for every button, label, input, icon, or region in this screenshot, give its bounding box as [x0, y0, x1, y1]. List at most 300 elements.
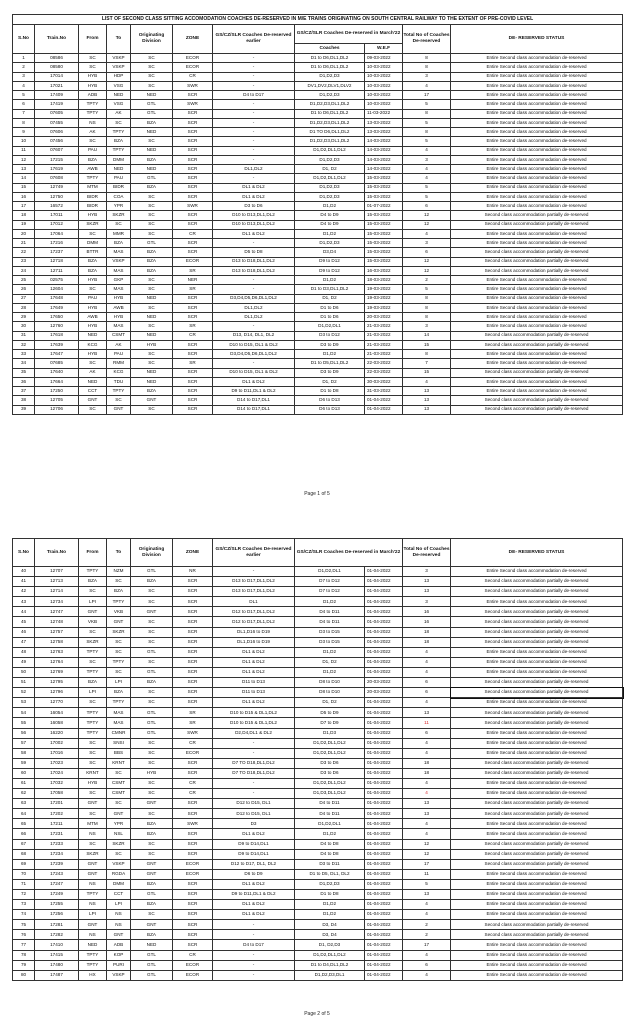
cell-total-coaches: 17	[403, 91, 451, 100]
cell-status: Second class accommodation partially de-reserved	[451, 930, 623, 940]
table-row	[13, 819, 623, 829]
cell-zone: SCR	[173, 678, 213, 688]
table-row	[13, 174, 623, 183]
cell-wef: 01-04-2022	[365, 607, 403, 617]
cell-status: Entire Second class accommodation de-reserved	[451, 359, 623, 368]
cell-to: SC	[107, 577, 131, 587]
cell-train-no: 17023	[35, 758, 79, 768]
cell-originating-division: BZA	[131, 155, 173, 164]
header-originating-division: Originating Division	[131, 25, 173, 54]
cell-wef: 01-04-2022	[365, 778, 403, 788]
table-row	[13, 698, 623, 708]
cell-sno: 41	[13, 577, 35, 587]
cell-to: AWB	[107, 303, 131, 312]
cell-to: PAU	[107, 174, 131, 183]
cell-total-coaches: 4	[403, 377, 451, 386]
table-row	[13, 637, 623, 647]
table-row	[13, 239, 623, 248]
cell-to: TDU	[107, 377, 131, 386]
cell-total-coaches: 5	[403, 192, 451, 201]
cell-coaches: DV1,DV2,DLV1,DLV2	[295, 81, 365, 90]
cell-sno: 62	[13, 789, 35, 799]
cell-zone: SCR	[173, 350, 213, 359]
cell-wef: 01-04-2022	[365, 960, 403, 970]
table-row	[13, 377, 623, 386]
cell-coaches: D1, D2	[295, 294, 365, 303]
cell-from: LPI	[79, 910, 107, 920]
cell-to: MAS	[107, 718, 131, 728]
cell-train-no: 17064	[35, 229, 79, 238]
table-row	[13, 137, 623, 146]
cell-total-coaches: 4	[403, 165, 451, 174]
cell-train-no: 12770	[35, 698, 79, 708]
cell-train-no: 12764	[35, 657, 79, 667]
cell-status: Second class accommodation partially de-reserved	[451, 920, 623, 930]
cell-total-coaches: 3	[403, 155, 451, 164]
cell-coaches: D1,D3	[295, 728, 365, 738]
table-row	[13, 146, 623, 155]
table-row	[13, 758, 623, 768]
cell-total-coaches: 4	[403, 657, 451, 667]
header-originating-division: Originating Division	[131, 539, 173, 567]
cell-sno: 18	[13, 211, 35, 220]
table-row	[13, 920, 623, 930]
cell-coaches: D3 to D6	[295, 768, 365, 778]
cell-coaches: D1,D2	[295, 667, 365, 677]
cell-to: VKB	[107, 607, 131, 617]
cell-train-no: 17032	[35, 778, 79, 788]
cell-coaches: D3 to D9	[295, 340, 365, 349]
cell-from: BZA	[79, 155, 107, 164]
cell-deserved-earlier: DL1	[213, 597, 295, 607]
cell-originating-division: BZA	[131, 829, 173, 839]
cell-zone: SWR	[173, 202, 213, 211]
cell-train-no: 16572	[35, 202, 79, 211]
cell-train-no: 16220	[35, 728, 79, 738]
table-row	[13, 81, 623, 90]
cell-originating-division: SC	[131, 839, 173, 849]
cell-to: MAS	[107, 322, 131, 331]
cell-train-no: 17281	[35, 920, 79, 930]
cell-wef: 01-04-2022	[365, 577, 403, 587]
cell-zone: SWR	[173, 100, 213, 109]
cell-originating-division: SC	[131, 229, 173, 238]
cell-wef: 22-03-2022	[365, 359, 403, 368]
cell-sno: 28	[13, 303, 35, 312]
cell-to: CSMT	[107, 331, 131, 340]
cell-to: YPR	[107, 202, 131, 211]
cell-deserved-earlier: D9 to D11,DL1 & DL2	[213, 890, 295, 900]
cell-zone: SCR	[173, 597, 213, 607]
document-title: LIST OF SECOND CLASS SITTING ACCOMODATION COACHES DE-RESERVED IN M/E TRAINS ORIGINATING ON SOUTH CENTRAL RAILWAY TO THE EXTENT OF PRE-COVID LEVEL	[13, 15, 623, 25]
cell-from: SC	[79, 285, 107, 294]
cell-total-coaches: 17	[403, 940, 451, 950]
cell-status: Second class accommodation partially de-reserved	[451, 859, 623, 869]
cell-sno: 74	[13, 910, 35, 920]
cell-from: GNT	[79, 607, 107, 617]
cell-coaches: D9 to D12	[295, 266, 365, 275]
cell-zone: ECOR	[173, 257, 213, 266]
cell-to: NZM	[107, 567, 131, 577]
cell-sno: 39	[13, 405, 35, 414]
cell-total-coaches: 13	[403, 809, 451, 819]
cell-zone: SCR	[173, 220, 213, 229]
cell-total-coaches: 15	[403, 340, 451, 349]
cell-originating-division: GNT	[131, 396, 173, 405]
cell-deserved-earlier: DL1 & DL2	[213, 910, 295, 920]
cell-wef: 01-04-2022	[365, 819, 403, 829]
cell-from: BZA	[79, 266, 107, 275]
table-row	[13, 970, 623, 980]
cell-train-no: 17409	[35, 91, 79, 100]
cell-sno: 59	[13, 758, 35, 768]
cell-deserved-earlier: -	[213, 748, 295, 758]
cell-from: BIDR	[79, 202, 107, 211]
cell-wef: 14-03-2022	[365, 146, 403, 155]
table-row	[13, 678, 623, 688]
cell-sno: 15	[13, 183, 35, 192]
cell-total-coaches: 6	[403, 960, 451, 970]
cell-total-coaches: 13	[403, 387, 451, 396]
cell-status: Entire Second class accommodation de-reserved	[451, 950, 623, 960]
cell-from: HYB	[79, 81, 107, 90]
table-row	[13, 248, 623, 257]
cell-total-coaches: 18	[403, 768, 451, 778]
cell-deserved-earlier: -	[213, 137, 295, 146]
cell-deserved-earlier: -	[213, 322, 295, 331]
cell-coaches: D1,D2,D3	[295, 91, 365, 100]
table-row	[13, 789, 623, 799]
cell-originating-division: SC	[131, 72, 173, 81]
cell-wef: 22-03-2022	[365, 368, 403, 377]
table-row	[13, 54, 623, 63]
cell-wef: 13-03-2022	[365, 118, 403, 127]
cell-to: LPI	[107, 678, 131, 688]
cell-wef: 01-04-2022	[365, 768, 403, 778]
cell-from: SC	[79, 698, 107, 708]
cell-total-coaches: 4	[403, 819, 451, 829]
cell-zone: SCR	[173, 910, 213, 920]
cell-wef: 01-04-2022	[365, 667, 403, 677]
cell-wef: 01-04-2022	[365, 718, 403, 728]
cell-status: Second class accommodation partially de-reserved	[451, 211, 623, 220]
cell-originating-division: SC	[131, 322, 173, 331]
cell-coaches: D1, D2	[295, 657, 365, 667]
table-row	[13, 257, 623, 266]
cell-zone: SCR	[173, 829, 213, 839]
table-row	[13, 597, 623, 607]
cell-total-coaches: 3	[403, 72, 451, 81]
cell-sno: 19	[13, 220, 35, 229]
cell-to: PAU	[107, 350, 131, 359]
cell-to: SKZR	[107, 627, 131, 637]
cell-deserved-earlier: -	[213, 567, 295, 577]
cell-sno: 71	[13, 879, 35, 889]
cell-zone: CR	[173, 738, 213, 748]
cell-total-coaches: 4	[403, 81, 451, 90]
table-row	[13, 890, 623, 900]
cell-wef: 01-04-2022	[365, 879, 403, 889]
cell-status: Second class accommodation partially de-reserved	[451, 617, 623, 627]
cell-total-coaches: 7	[403, 359, 451, 368]
cell-status: Entire Second class accommodation de-reserved	[451, 109, 623, 118]
cell-deserved-earlier: D5 to D8	[213, 248, 295, 257]
cell-total-coaches: 13	[403, 890, 451, 900]
cell-train-no: 17249	[35, 890, 79, 900]
cell-coaches: D4 to D8	[295, 839, 365, 849]
cell-from: NS	[79, 829, 107, 839]
cell-zone: SCR	[173, 146, 213, 155]
cell-zone: SR	[173, 266, 213, 275]
cell-zone: SCR	[173, 248, 213, 257]
cell-total-coaches: 3	[403, 239, 451, 248]
cell-sno: 22	[13, 248, 35, 257]
cell-status: Second class accommodation partially de-reserved	[451, 678, 623, 688]
cell-originating-division: NED	[131, 128, 173, 137]
header-to: To	[107, 25, 131, 54]
cell-from: CCT	[79, 387, 107, 396]
cell-originating-division: GTL	[131, 890, 173, 900]
cell-coaches: D1,D2,DL1,DL2	[295, 778, 365, 788]
cell-originating-division: GTL	[131, 100, 173, 109]
cell-zone: SCR	[173, 109, 213, 118]
cell-originating-division: BZA	[131, 678, 173, 688]
cell-train-no: 17650	[35, 313, 79, 322]
cell-wef: 01-04-2022	[365, 789, 403, 799]
cell-to: KCG	[107, 368, 131, 377]
cell-originating-division: GTL	[131, 239, 173, 248]
cell-originating-division: SC	[131, 285, 173, 294]
cell-status: Entire Second class accommodation de-reserved	[451, 387, 623, 396]
table-row	[13, 340, 623, 349]
cell-zone: SWR	[173, 819, 213, 829]
cell-deserved-earlier: D9 to D11,DL1 & DL2	[213, 387, 295, 396]
cell-wef: 01-04-2022	[365, 708, 403, 718]
cell-to: NED	[107, 165, 131, 174]
cell-total-coaches: 8	[403, 128, 451, 137]
cell-zone: SCR	[173, 920, 213, 930]
cell-from: SC	[79, 359, 107, 368]
cell-wef: 15-03-2022	[365, 229, 403, 238]
cell-total-coaches: 18	[403, 758, 451, 768]
cell-deserved-earlier: -	[213, 778, 295, 788]
cell-coaches: D4 to D11	[295, 617, 365, 627]
table-row	[13, 396, 623, 405]
cell-to: CMNR	[107, 728, 131, 738]
cell-wef: 10-03-2022	[365, 100, 403, 109]
cell-deserved-earlier: -	[213, 789, 295, 799]
cell-train-no: 17419	[35, 100, 79, 109]
cell-total-coaches: 8	[403, 63, 451, 72]
cell-train-no: 12758	[35, 637, 79, 647]
cell-status: Second class accommodation partially de-reserved	[451, 248, 623, 257]
cell-total-coaches: 12	[403, 839, 451, 849]
cell-total-coaches: 13	[403, 799, 451, 809]
cell-zone: SCR	[173, 657, 213, 667]
cell-sno: 21	[13, 239, 35, 248]
cell-deserved-earlier: D10 to D13,DL1,DL2	[213, 220, 295, 229]
cell-to: NED	[107, 91, 131, 100]
cell-from: GNT	[79, 396, 107, 405]
cell-to: TPTY	[107, 146, 131, 155]
cell-total-coaches: 8	[403, 54, 451, 63]
cell-coaches: D1, D2	[295, 698, 365, 708]
cell-train-no: 17201	[35, 799, 79, 809]
cell-from: TPTY	[79, 728, 107, 738]
cell-total-coaches: 4	[403, 667, 451, 677]
cell-wef: 01-04-2022	[365, 698, 403, 708]
cell-from: TPTY	[79, 174, 107, 183]
cell-train-no: 17011	[35, 211, 79, 220]
cell-to: GNT	[107, 405, 131, 414]
cell-coaches: D1,D2,DL1,DL2	[295, 950, 365, 960]
cell-to: MAS	[107, 266, 131, 275]
cell-from: SC	[79, 839, 107, 849]
cell-coaches: D1,D2,DL1,DL2	[295, 738, 365, 748]
cell-to: DMM	[107, 879, 131, 889]
cell-wef: 01-04-2022	[365, 617, 403, 627]
cell-status: Entire Second class accommodation de-reserved	[451, 91, 623, 100]
cell-originating-division: SC	[131, 597, 173, 607]
cell-total-coaches: 4	[403, 174, 451, 183]
table-row	[13, 72, 623, 81]
cell-zone: SCR	[173, 758, 213, 768]
cell-zone: CR	[173, 789, 213, 799]
cell-zone: SCR	[173, 211, 213, 220]
cell-total-coaches: 6	[403, 688, 451, 698]
cell-status: Second class accommodation partially de-reserved	[451, 637, 623, 647]
cell-train-no: 17415	[35, 950, 79, 960]
cell-train-no: 08580	[35, 63, 79, 72]
cell-status: Entire Second class accommodation de-reserved	[451, 738, 623, 748]
cell-wef: 01-04-2022	[365, 920, 403, 930]
cell-train-no: 12604	[35, 285, 79, 294]
cell-deserved-earlier: D6 to D9	[213, 869, 295, 879]
page-2	[12, 538, 622, 1017]
cell-deserved-earlier: -	[213, 109, 295, 118]
cell-zone: SCR	[173, 183, 213, 192]
cell-zone: SCR	[173, 637, 213, 647]
cell-sno: 26	[13, 285, 35, 294]
header-wef: W.E.F	[365, 44, 403, 54]
table-row	[13, 220, 623, 229]
cell-status: Entire Second class accommodation de-reserved	[451, 63, 623, 72]
cell-status: Second class accommodation partially de-reserved	[451, 627, 623, 637]
cell-deserved-earlier: D11 to D13	[213, 688, 295, 698]
cell-train-no: 17618	[35, 331, 79, 340]
cell-originating-division: GTL	[131, 960, 173, 970]
cell-originating-division: GNT	[131, 869, 173, 879]
cell-originating-division: NED	[131, 165, 173, 174]
cell-total-coaches: 4	[403, 950, 451, 960]
cell-sno: 55	[13, 718, 35, 728]
cell-total-coaches: 17	[403, 859, 451, 869]
cell-deserved-earlier: D10 to D15 & DL1,DL2	[213, 718, 295, 728]
cell-coaches: D7 to D12	[295, 587, 365, 597]
table-row	[13, 285, 623, 294]
cell-train-no: 17215	[35, 155, 79, 164]
cell-sno: 13	[13, 165, 35, 174]
cell-wef: 01-04-2022	[365, 799, 403, 809]
header-from: From	[79, 25, 107, 54]
cell-deserved-earlier: DL1 & DL2	[213, 829, 295, 839]
cell-sno: 1	[13, 54, 35, 63]
cell-total-coaches: 13	[403, 577, 451, 587]
cell-train-no: 12750	[35, 192, 79, 201]
cell-zone: SCR	[173, 768, 213, 778]
cell-to: MAS	[107, 248, 131, 257]
cell-wef: 01-04-2022	[365, 940, 403, 950]
table-row	[13, 192, 623, 201]
cell-from: SC	[79, 758, 107, 768]
cell-train-no: 17250	[35, 387, 79, 396]
cell-status: Entire Second class accommodation de-reserved	[451, 146, 623, 155]
cell-status: Entire Second class accommodation de-reserved	[451, 72, 623, 81]
table-row	[13, 183, 623, 192]
cell-wef: 10-03-2022	[365, 81, 403, 90]
cell-sno: 66	[13, 829, 35, 839]
cell-total-coaches: 4	[403, 698, 451, 708]
cell-train-no: 17480	[35, 960, 79, 970]
cell-total-coaches: 4	[403, 910, 451, 920]
cell-to: LPI	[107, 900, 131, 910]
cell-wef: 01-04-2022	[365, 637, 403, 647]
cell-zone: SCR	[173, 900, 213, 910]
cell-zone: SCR	[173, 930, 213, 940]
cell-zone: SCR	[173, 688, 213, 698]
cell-status: Entire Second class accommodation de-reserved	[451, 829, 623, 839]
cell-zone: SCR	[173, 587, 213, 597]
cell-sno: 43	[13, 597, 35, 607]
cell-status: Second class accommodation partially de-reserved	[451, 849, 623, 859]
cell-to: GKP	[107, 276, 131, 285]
cell-from: VKB	[79, 617, 107, 627]
cell-deserved-earlier: -	[213, 63, 295, 72]
cell-train-no: 17216	[35, 239, 79, 248]
cell-status: Second class accommodation partially de-reserved	[451, 768, 623, 778]
cell-zone: SR	[173, 322, 213, 331]
cell-to: SC	[107, 667, 131, 677]
table-row	[13, 118, 623, 127]
table-row	[13, 303, 623, 312]
cell-wef: 01-04-2022	[365, 950, 403, 960]
cell-wef: 01-04-2022	[365, 627, 403, 637]
cell-from: SC	[79, 63, 107, 72]
cell-originating-division: SC	[131, 220, 173, 229]
cell-train-no: 12749	[35, 183, 79, 192]
cell-total-coaches: 6	[403, 202, 451, 211]
cell-zone: SCR	[173, 849, 213, 859]
cell-wef: 19-03-2022	[365, 285, 403, 294]
table-row	[13, 359, 623, 368]
cell-wef: 01-04-2022	[365, 869, 403, 879]
cell-from: SC	[79, 229, 107, 238]
cell-coaches: D3, D4	[295, 920, 365, 930]
cell-from: MTM	[79, 819, 107, 829]
cell-sno: 3	[13, 72, 35, 81]
cell-wef: 15-03-2022	[365, 239, 403, 248]
cell-originating-division: GTL	[131, 174, 173, 183]
cell-coaches: D7 to D9	[295, 718, 365, 728]
cell-total-coaches: 12	[403, 220, 451, 229]
cell-originating-division: SC	[131, 587, 173, 597]
cell-sno: 33	[13, 350, 35, 359]
cell-coaches: D1,D2	[295, 597, 365, 607]
cell-to: GNT	[107, 809, 131, 819]
cell-status: Entire Second class accommodation de-reserved	[451, 940, 623, 950]
cell-status: Second class accommodation partially de-reserved	[451, 587, 623, 597]
cell-status: Entire Second class accommodation de-reserved	[451, 819, 623, 829]
